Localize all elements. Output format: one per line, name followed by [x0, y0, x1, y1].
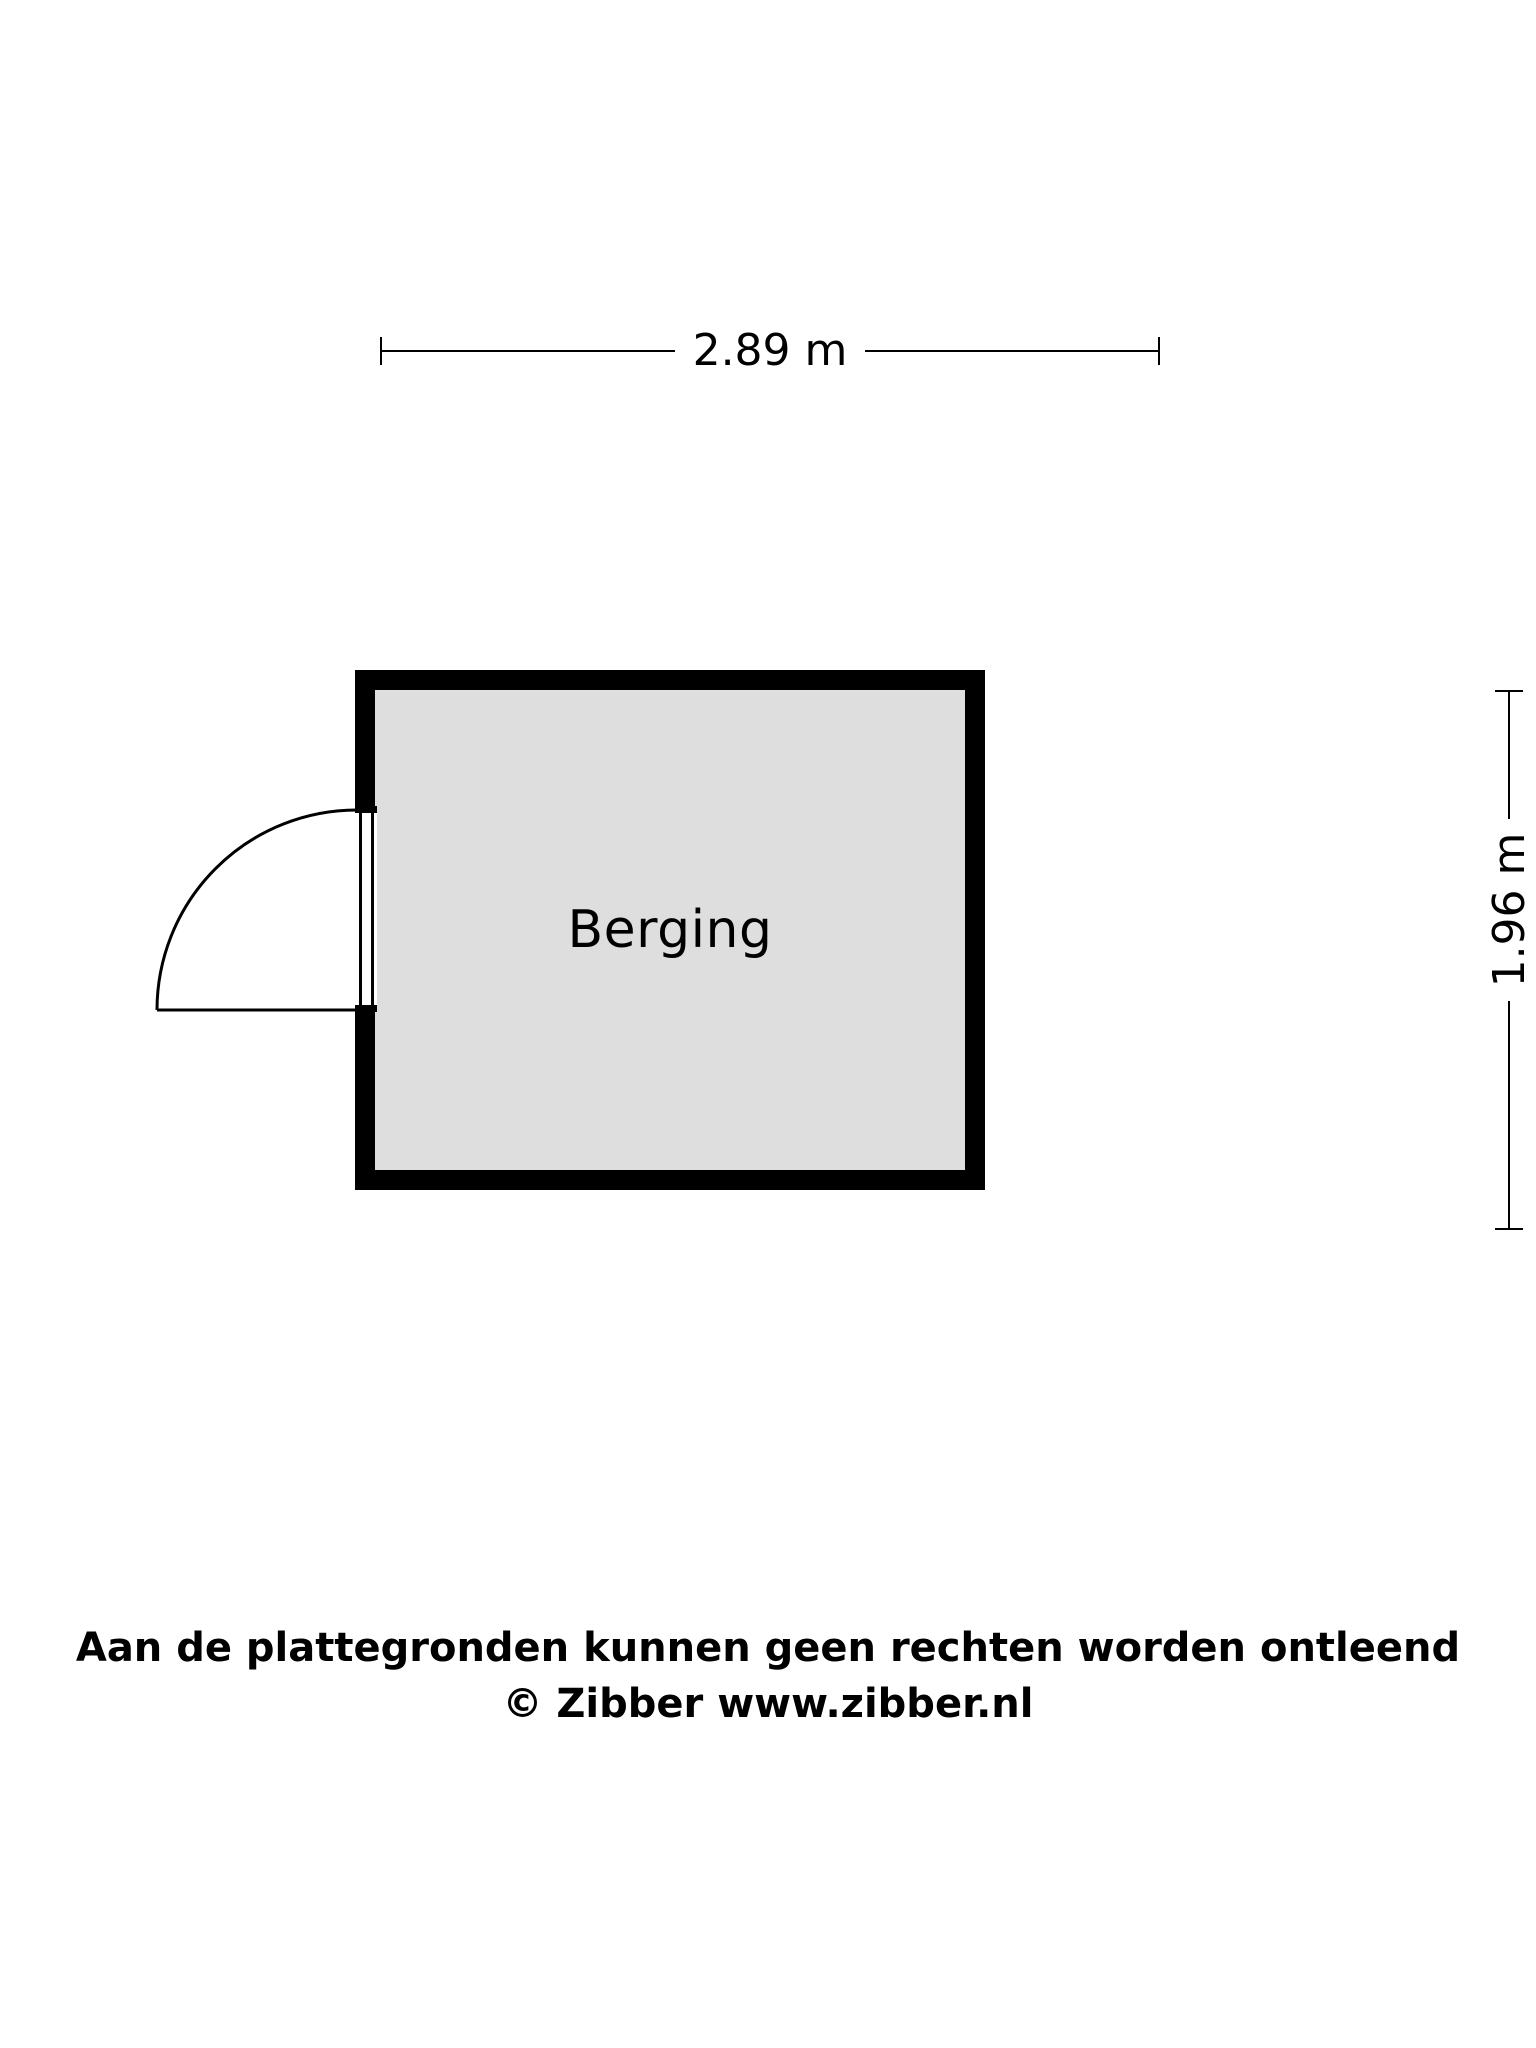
door-frame-line-outer — [371, 810, 374, 1010]
room-walls — [355, 670, 985, 1190]
footer — [0, 1620, 1536, 1732]
height-dimension — [1470, 690, 1536, 1230]
room-name-label: Berging — [567, 900, 773, 960]
door-swing-icon — [105, 800, 365, 1020]
width-dimension-label: 2.89 m — [675, 322, 866, 380]
dimension-cap-bottom — [1495, 1228, 1523, 1230]
width-dimension — [380, 322, 1160, 382]
dimension-cap-left — [380, 337, 382, 365]
dimension-cap-top — [1495, 690, 1523, 692]
footer-disclaimer: Aan de plattegronden kunnen geen rechten worden ontleend — [75, 1625, 1461, 1671]
floorplan-drawing — [140, 650, 1200, 1270]
height-dimension-label-wrap — [1480, 775, 1536, 1045]
height-dimension-label: 1.96 m — [1480, 819, 1536, 1002]
footer-credit: © Zibber www.zibber.nl — [502, 1681, 1034, 1727]
dimension-cap-right — [1158, 337, 1160, 365]
width-dimension-label-wrap — [620, 322, 920, 380]
